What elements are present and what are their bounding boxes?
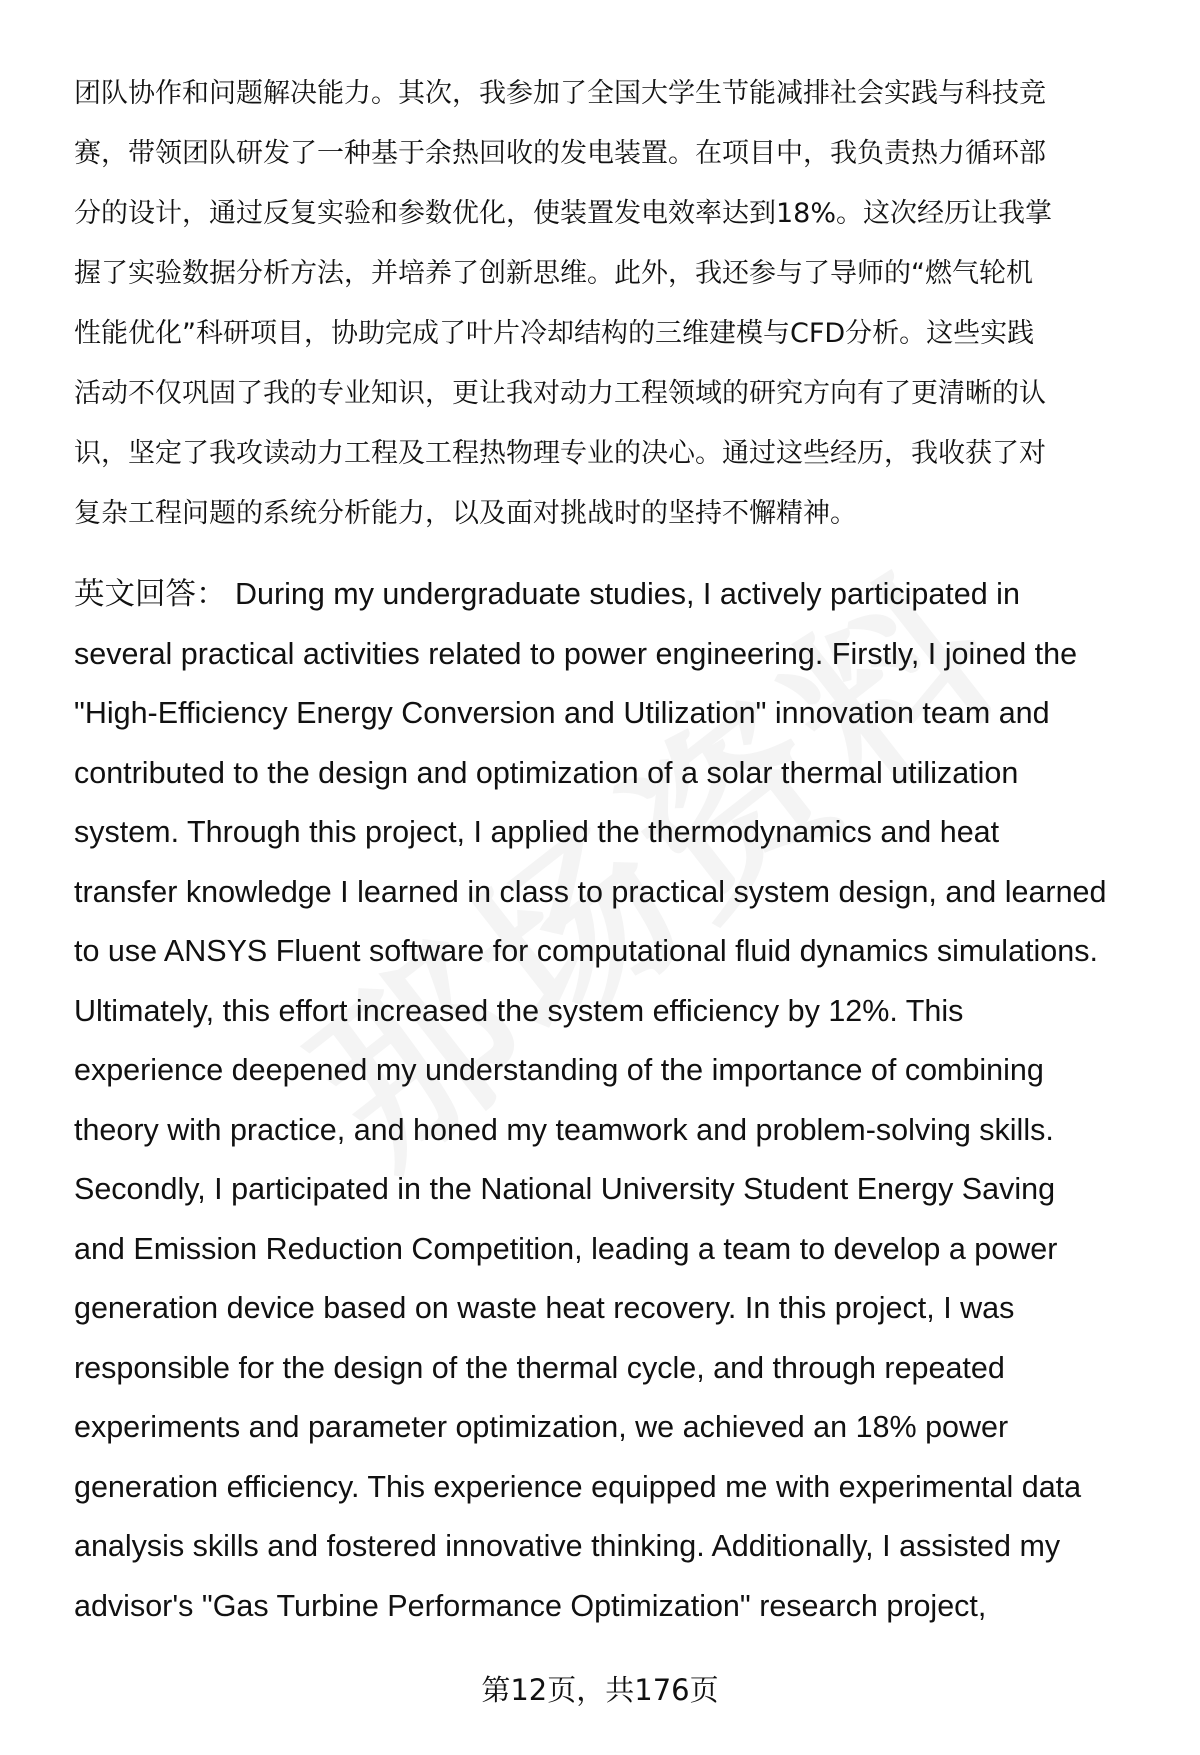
chinese-answer-paragraph: 团队协作和问题解决能力。其次，我参加了全国大学生节能减排社会实践与科技竞 赛，带领团队研发了一种基于余热回收的发电装置。在项目中，我负责热力循环部 分的设计，通过反复实验和参数优化，使装置发电效率达到18%。这次经历让我掌 握了实验数据分析方法，并培养了创新思维。此外，我还参与了导师的“燃气轮机 性能优化”科研项目，协助完成了叶片冷却结构的三维建模与CFD分析。这些实践 活动不仅巩固了我的专业知识，更让我对动力工程领域的研究方向有了更清晰的认 识，坚定了我攻读动力工程及工程热物理专业的决心。通过这些经历，我收获了对 复杂工程问题的系统分析能力，以及面对挑战时的坚持不懈精神。 xyxy=(74,78,1053,529)
english-answer-paragraph: 英文回答： During my undergraduate studies, I actively participated in several practical activities related to power engineering. Firstly, I joined the "High-Efficiency Energy Conversion and Utilization" innovation team and contributed to the design and optimization of a solar thermal utilization system. Through this project, I applied the thermodynamics and heat transfer knowledge I learned in class to practical system design, and learned to use ANSYS Fluent software for computational fluid dynamics simulations. Ultimately, this effort increased the system efficiency by 12%. This experience deepened my understanding of the importance of combining theory with practice, and honed my teamwork and problem-solving skills. Secondly, I participated in the National University Student Energy Saving and Emission Reduction Competition, leading a team to develop a power generation device based on waste heat recovery. In this project, I was responsible for the design of the thermal cycle, and through repeated experiments and parameter optimization, we achieved an 18% power generation efficiency. This experience equipped me with experimental data analysis skills and fostered innovative thinking. Additionally, I assisted my advisor's "Gas Turbine Performance Optimization" research project, xyxy=(74,577,1107,1623)
page-number-footer: 第12页，共176页 xyxy=(481,1673,719,1707)
